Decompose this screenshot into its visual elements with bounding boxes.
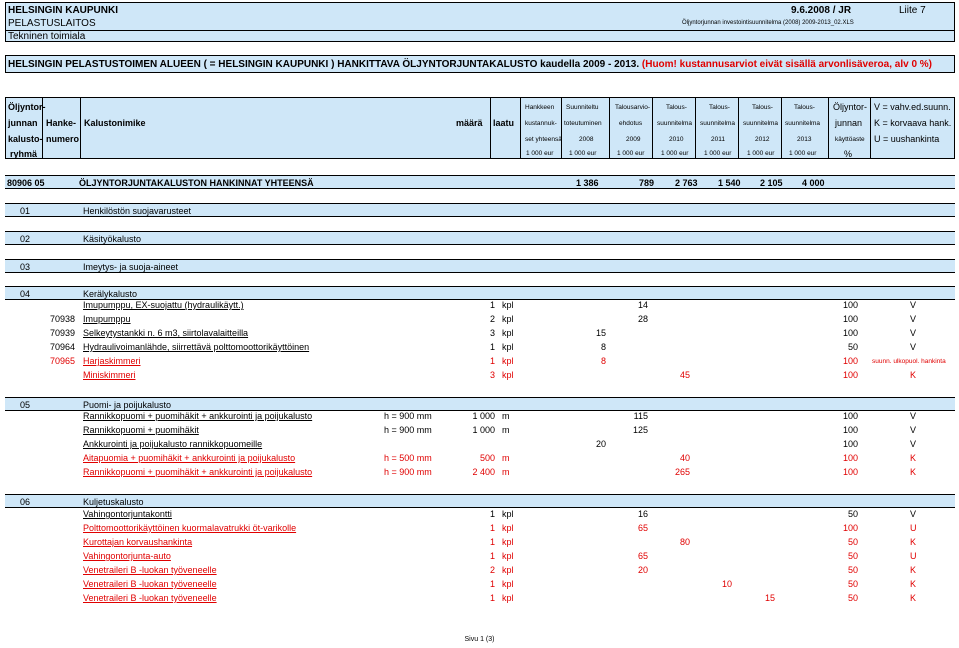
item-id: 70939 — [50, 328, 76, 338]
col-2008-year: 2008 — [579, 136, 594, 143]
document-date: 9.6.2008 / JR — [791, 5, 852, 16]
title-note: (Huom! kustannusarviot eivät sisällä arvonlisäveroa, alv 0 %) — [641, 59, 933, 70]
group-row — [5, 494, 955, 508]
item-quantity: 1 000 — [472, 425, 495, 435]
item-type: K — [910, 579, 917, 589]
col-divider — [490, 98, 491, 158]
col-2012-unit: 1 000 eur — [747, 150, 775, 157]
org-name: HELSINGIN KAUPUNKI — [8, 5, 119, 16]
item-name: Vahingontorjunta-auto — [83, 551, 171, 561]
item-cost-2009: 28 — [637, 314, 648, 324]
group-number: 02 — [20, 234, 31, 244]
item-spec: h = 900 mm — [384, 425, 432, 435]
item-name: Venetraileri B -luokan työveneelle — [83, 579, 217, 589]
item-cost-2009: 65 — [637, 523, 648, 533]
item-quantity: 1 — [489, 342, 495, 352]
col-usage-l3: käyttöaste — [835, 136, 865, 143]
item-unit: kpl — [502, 537, 514, 547]
col-usage-l1: Öljyntor- — [833, 102, 868, 112]
item-id: 70964 — [50, 342, 76, 352]
item-type: V — [910, 509, 917, 519]
item-row — [5, 423, 955, 437]
col-project-l1: Hanke- — [46, 118, 77, 128]
group-name: Kerälykalusto — [83, 289, 138, 299]
item-type: V — [910, 425, 917, 435]
item-spec: h = 900 mm — [384, 411, 432, 421]
item-unit: kpl — [502, 579, 514, 589]
col-divider — [828, 98, 829, 158]
item-quantity: 500 — [479, 453, 495, 463]
page-number: Sivu 1 (3) — [464, 636, 495, 643]
item-quantity: 1 — [489, 356, 495, 366]
item-cost-2009: 16 — [637, 509, 648, 519]
item-name: Rannikkopuomi + puomihäkit + ankkurointi ja poijukalusto — [83, 411, 313, 421]
total-2008: 789 — [639, 178, 655, 188]
item-usage: 50 — [847, 565, 858, 575]
item-spec: h = 900 mm — [384, 467, 432, 477]
col-2008-l2: toteutuminen — [564, 120, 602, 127]
col-2013-unit: 1 000 eur — [789, 150, 817, 157]
col-divider — [80, 98, 81, 158]
item-row — [5, 409, 955, 423]
item-row — [5, 298, 955, 312]
item-row — [5, 312, 955, 326]
col-2012-l1: Talous- — [752, 104, 773, 111]
total-row — [5, 175, 955, 189]
item-cost-2008: 20 — [595, 439, 606, 449]
item-cost-2008: 8 — [600, 356, 606, 366]
item-cost-2009: 65 — [637, 551, 648, 561]
item-cost-2009: 125 — [632, 425, 648, 435]
col-divider — [695, 98, 696, 158]
col-2013-year: 2013 — [797, 136, 812, 143]
col-unit: laatu — [493, 118, 515, 128]
item-cost-2009: 20 — [637, 565, 648, 575]
org-division: Tekninen toimiala — [8, 31, 86, 42]
item-unit: kpl — [502, 328, 514, 338]
attachment-label: Liite 7 — [899, 5, 926, 16]
item-unit: kpl — [502, 551, 514, 561]
item-name: Selkeytystankki n. 6 m3, siirtolavalaitteilla — [83, 328, 249, 338]
col-2013-l1: Talous- — [794, 104, 815, 111]
item-cost-2008: 8 — [600, 342, 606, 352]
col-2011-year: 2011 — [711, 136, 725, 143]
group-number: 03 — [20, 262, 31, 272]
item-row — [5, 521, 955, 535]
col-divider — [781, 98, 782, 158]
item-unit: m — [502, 453, 510, 463]
col-2010-unit: 1 000 eur — [661, 150, 689, 157]
item-name: Imupumppu — [83, 314, 131, 324]
item-row — [5, 507, 955, 521]
col-total-l2: kustannuk- — [525, 120, 557, 127]
item-row — [5, 354, 955, 368]
item-quantity: 1 — [489, 300, 495, 310]
item-usage: 100 — [842, 439, 858, 449]
item-cost-2010: 265 — [674, 467, 690, 477]
col-group-l4: ryhmä — [10, 149, 38, 159]
document-title — [5, 55, 955, 73]
item-cost-2010: 80 — [679, 537, 690, 547]
item-type: V — [910, 300, 917, 310]
col-divider — [870, 98, 871, 158]
item-usage: 50 — [847, 537, 858, 547]
item-row — [5, 465, 955, 479]
item-type: K — [910, 453, 917, 463]
item-unit: m — [502, 467, 510, 477]
item-unit: kpl — [502, 523, 514, 533]
col-item-name: Kalustonimike — [84, 118, 146, 128]
group-name: Puomi- ja poijukalusto — [83, 400, 172, 410]
item-cost-2010: 40 — [679, 453, 690, 463]
item-unit: kpl — [502, 370, 514, 380]
item-type: U — [910, 551, 917, 561]
item-quantity: 2 — [489, 314, 495, 324]
item-row — [5, 368, 955, 382]
item-quantity: 1 000 — [472, 411, 495, 421]
item-row — [5, 591, 955, 605]
col-total-l1: Hankkeen — [525, 104, 555, 111]
item-name: Hydraulivoimanlähde, siirrettävä polttomoottorikäyttöinen — [83, 342, 310, 352]
col-2012-l2: suunnitelma — [743, 120, 779, 127]
legend-v: V = vahv.ed.suunn. — [874, 102, 951, 112]
item-name: Miniskimmeri — [83, 370, 136, 380]
group-number: 04 — [20, 289, 31, 299]
col-2010-l1: Talous- — [666, 104, 687, 111]
col-usage-l4: % — [844, 149, 853, 159]
col-2010-l2: suunnitelma — [657, 120, 693, 127]
item-row — [5, 437, 955, 451]
item-usage: 50 — [847, 509, 858, 519]
total-2011: 2 105 — [760, 178, 783, 188]
total-2012: 4 000 — [802, 178, 825, 188]
group-name: Henkilöstön suojavarusteet — [83, 206, 192, 216]
item-type: K — [910, 565, 917, 575]
item-cost-2010: 45 — [679, 370, 690, 380]
item-row — [5, 563, 955, 577]
col-2009-year: 2009 — [626, 136, 641, 143]
item-type: K — [910, 537, 917, 547]
col-2011-l2: suunnitelma — [700, 120, 736, 127]
item-name: Rannikkopuomi + puomihäkit + ankkurointi ja poijukalusto — [83, 467, 313, 477]
col-total-l3: set yhteensä — [525, 136, 562, 143]
col-divider — [42, 98, 43, 158]
group-name: Käsityökalusto — [83, 234, 142, 244]
item-unit: kpl — [502, 565, 514, 575]
col-2011-l1: Talous- — [709, 104, 730, 111]
total-2010: 1 540 — [718, 178, 741, 188]
group-name: Kuljetuskalusto — [83, 497, 144, 507]
col-divider — [561, 98, 562, 158]
legend-k: K = korvaava hank. — [874, 118, 952, 128]
total-sum: 1 386 — [576, 178, 599, 188]
item-cost-2009: 14 — [637, 300, 648, 310]
item-unit: kpl — [502, 356, 514, 366]
item-row — [5, 451, 955, 465]
col-divider — [738, 98, 739, 158]
col-quantity: määrä — [456, 118, 483, 128]
col-2011-unit: 1 000 eur — [704, 150, 732, 157]
item-unit: kpl — [502, 509, 514, 519]
col-2012-year: 2012 — [755, 136, 770, 143]
item-row — [5, 577, 955, 591]
title-main: HELSINGIN PELASTUSTOIMEN ALUEEN ( = HELSINGIN KAUPUNKI ) HANKITTAVA ÖLJYNTORJUNTAKALUSTO kaudella 2009 - 2013. — [8, 59, 642, 70]
item-type: K — [910, 370, 917, 380]
total-label: ÖLJYNTORJUNTAKALUSTON HANKINNAT YHTEENSÄ — [79, 178, 314, 188]
group-row — [5, 259, 955, 273]
item-quantity: 1 — [489, 537, 495, 547]
col-2008-unit: 1 000 eur — [569, 150, 597, 157]
col-divider — [652, 98, 653, 158]
group-name: Imeytys- ja suoja-aineet — [83, 262, 179, 272]
item-type: K — [910, 467, 917, 477]
item-quantity: 2 400 — [472, 467, 495, 477]
item-spec: h = 500 mm — [384, 453, 432, 463]
item-name: Harjaskimmeri — [83, 356, 141, 366]
item-usage: 50 — [847, 342, 858, 352]
item-unit: kpl — [502, 300, 514, 310]
col-2009-l2: ehdotus — [619, 120, 643, 127]
item-row — [5, 549, 955, 563]
item-cost-2011: 10 — [721, 579, 732, 589]
item-cost-2009: 115 — [633, 411, 648, 421]
file-name: Öljyntorjunnan investointisuunnitelma (2008) 2009-2013_02.XLS — [682, 20, 854, 26]
item-row — [5, 535, 955, 549]
col-2009-unit: 1 000 eur — [617, 150, 645, 157]
item-unit: kpl — [502, 593, 514, 603]
col-2013-l2: suunnitelma — [785, 120, 821, 127]
item-type: V — [910, 439, 917, 449]
item-cost-2012: 15 — [764, 593, 775, 603]
col-group-l2: junnan — [8, 118, 38, 128]
item-quantity: 1 — [489, 523, 495, 533]
col-2009-l1: Talousarvio- — [615, 104, 651, 111]
document-header — [5, 2, 955, 42]
item-quantity: 2 — [489, 565, 495, 575]
item-row — [5, 340, 955, 354]
item-quantity: 1 — [489, 593, 495, 603]
item-usage: 50 — [847, 593, 858, 603]
item-cost-2008: 15 — [595, 328, 606, 338]
group-row — [5, 203, 955, 217]
item-unit: m — [502, 411, 510, 421]
item-id: 70965 — [50, 356, 76, 366]
item-row — [5, 326, 955, 340]
item-name: Ankkurointi ja poijukalusto rannikkopuomeille — [83, 439, 263, 449]
item-quantity: 3 — [489, 328, 495, 338]
item-unit: kpl — [502, 342, 514, 352]
item-usage: 100 — [842, 523, 858, 533]
item-name: Kurottajan korvaushankinta — [83, 537, 193, 547]
item-type: K — [910, 593, 917, 603]
item-name: Polttomoottorikäyttöinen kuormalavatrukki öt-varikolle — [83, 523, 297, 533]
item-unit: m — [502, 425, 510, 435]
item-usage: 100 — [842, 467, 858, 477]
item-quantity: 1 — [489, 551, 495, 561]
item-usage: 100 — [842, 328, 858, 338]
item-type: V — [910, 342, 917, 352]
item-usage: 100 — [842, 411, 858, 421]
item-quantity: 1 — [489, 579, 495, 589]
col-group-l1: Öljyntor- — [8, 102, 46, 112]
item-name: Venetraileri B -luokan työveneelle — [83, 593, 217, 603]
item-type: V — [910, 328, 917, 338]
col-2010-year: 2010 — [669, 136, 684, 143]
item-type: V — [910, 314, 917, 324]
item-usage: 100 — [842, 370, 858, 380]
group-number: 05 — [20, 400, 31, 410]
col-2008-l1: Suunniteltu — [566, 104, 599, 111]
item-type: suunn. ulkopuol. hankinta — [872, 358, 946, 365]
item-usage: 100 — [842, 425, 858, 435]
item-id: 70938 — [50, 314, 76, 324]
column-headers — [5, 97, 955, 159]
org-department: PELASTUSLAITOS — [8, 18, 96, 29]
legend-u: U = uushankinta — [874, 134, 940, 144]
item-usage: 50 — [847, 551, 858, 561]
item-usage: 100 — [842, 300, 858, 310]
item-unit: kpl — [502, 314, 514, 324]
item-usage: 100 — [842, 453, 858, 463]
col-total-l4: 1 000 eur — [526, 150, 554, 157]
item-name: Rannikkopuomi + puomihäkit — [83, 425, 199, 435]
col-divider — [609, 98, 610, 158]
item-usage: 50 — [847, 579, 858, 589]
item-name: Venetraileri B -luokan työveneelle — [83, 565, 217, 575]
item-type: U — [910, 523, 917, 533]
item-quantity: 3 — [489, 370, 495, 380]
item-usage: 100 — [842, 356, 858, 366]
group-number: 06 — [20, 497, 31, 507]
item-name: Aitapuomia + puomihäkit + ankkurointi ja poijukalusto — [83, 453, 296, 463]
group-row — [5, 231, 955, 245]
col-divider — [520, 98, 521, 158]
col-group-l3: kalusto- — [8, 134, 43, 144]
col-project-l2: numero — [46, 134, 80, 144]
col-usage-l2: junnan — [835, 118, 863, 128]
header-divider — [6, 30, 954, 31]
item-usage: 100 — [842, 314, 858, 324]
item-name: Vahingontorjuntakontti — [83, 509, 172, 519]
item-name: Imupumppu, EX-suojattu (hydraulikäytt.) — [83, 300, 244, 310]
total-2009: 2 763 — [675, 178, 698, 188]
item-type: V — [910, 411, 917, 421]
item-quantity: 1 — [489, 509, 495, 519]
total-group: 80906 05 — [7, 178, 45, 188]
group-number: 01 — [20, 206, 31, 216]
